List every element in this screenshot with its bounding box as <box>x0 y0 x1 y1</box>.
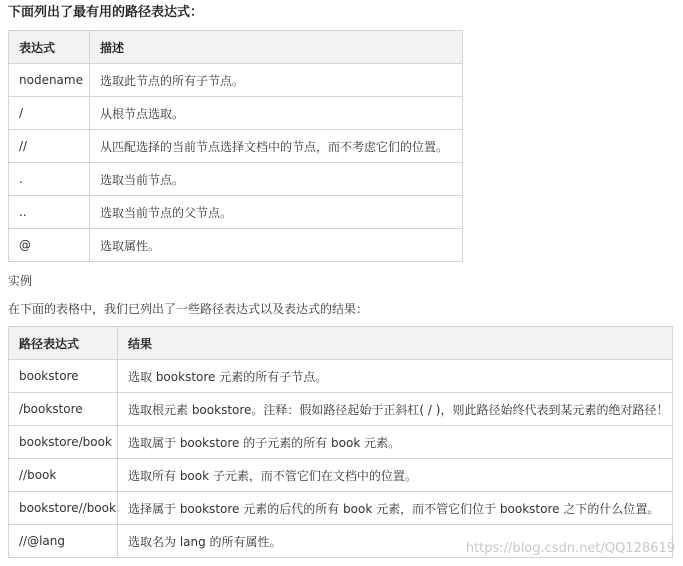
path-expression-cell: /bookstore <box>9 393 118 426</box>
description-cell: 从根节点选取。 <box>90 97 463 130</box>
column-header-path-expression: 路径表达式 <box>9 327 118 360</box>
expression-cell: . <box>9 163 90 196</box>
intro-text: 在下面的表格中，我们已列出了一些路径表达式以及表达式的结果： <box>8 302 369 316</box>
table-row <box>9 64 463 97</box>
expression-cell: nodename <box>9 64 90 97</box>
table-row <box>9 360 673 393</box>
description-cell: 选取当前节点。 <box>90 163 463 196</box>
table-header-row <box>9 31 463 64</box>
table-row <box>9 426 673 459</box>
table-row <box>9 459 673 492</box>
expression-cell: @ <box>9 229 90 262</box>
description-cell: 选取当前节点的父节点。 <box>90 196 463 229</box>
path-expression-cell: bookstore//book <box>9 492 118 525</box>
result-cell: 选取所有 book 子元素，而不管它们在文档中的位置。 <box>118 459 673 492</box>
result-cell: 选取 bookstore 元素的所有子节点。 <box>118 360 673 393</box>
expression-cell: .. <box>9 196 90 229</box>
path-expression-cell: //book <box>9 459 118 492</box>
example-label: 实例 <box>8 274 33 288</box>
examples-table <box>8 326 673 558</box>
table-row <box>9 130 463 163</box>
watermark: https://blog.csdn.net/QQ128619 <box>465 541 675 556</box>
result-cell: 选择属于 bookstore 元素的后代的所有 book 元素，而不管它们位于 bookstore 之下的什么位置。 <box>118 492 673 525</box>
result-cell: 选取名为 lang 的所有属性。 <box>118 525 673 558</box>
column-header-result: 结果 <box>118 327 673 360</box>
table-row <box>9 163 463 196</box>
result-cell: 选取属于 bookstore 的子元素的所有 book 元素。 <box>118 426 673 459</box>
table-row <box>9 196 463 229</box>
table-row <box>9 492 673 525</box>
column-header-description: 描述 <box>90 31 463 64</box>
section-heading: 下面列出了最有用的路径表达式： <box>8 5 204 20</box>
table-row <box>9 229 463 262</box>
column-header-expression: 表达式 <box>9 31 90 64</box>
description-cell: 从匹配选择的当前节点选择文档中的节点，而不考虑它们的位置。 <box>90 130 463 163</box>
path-expression-cell: bookstore/book <box>9 426 118 459</box>
description-cell: 选取此节点的所有子节点。 <box>90 64 463 97</box>
table-header-row <box>9 327 673 360</box>
expression-cell: // <box>9 130 90 163</box>
table-row <box>9 97 463 130</box>
description-cell: 选取属性。 <box>90 229 463 262</box>
expressions-table <box>8 30 463 262</box>
table-row <box>9 393 673 426</box>
path-expression-cell: bookstore <box>9 360 118 393</box>
result-cell: 选取根元素 bookstore。注释：假如路径起始于正斜杠( / )，则此路径始终代表到某元素的绝对路径！ <box>118 393 673 426</box>
path-expression-cell: //@lang <box>9 525 118 558</box>
expression-cell: / <box>9 97 90 130</box>
